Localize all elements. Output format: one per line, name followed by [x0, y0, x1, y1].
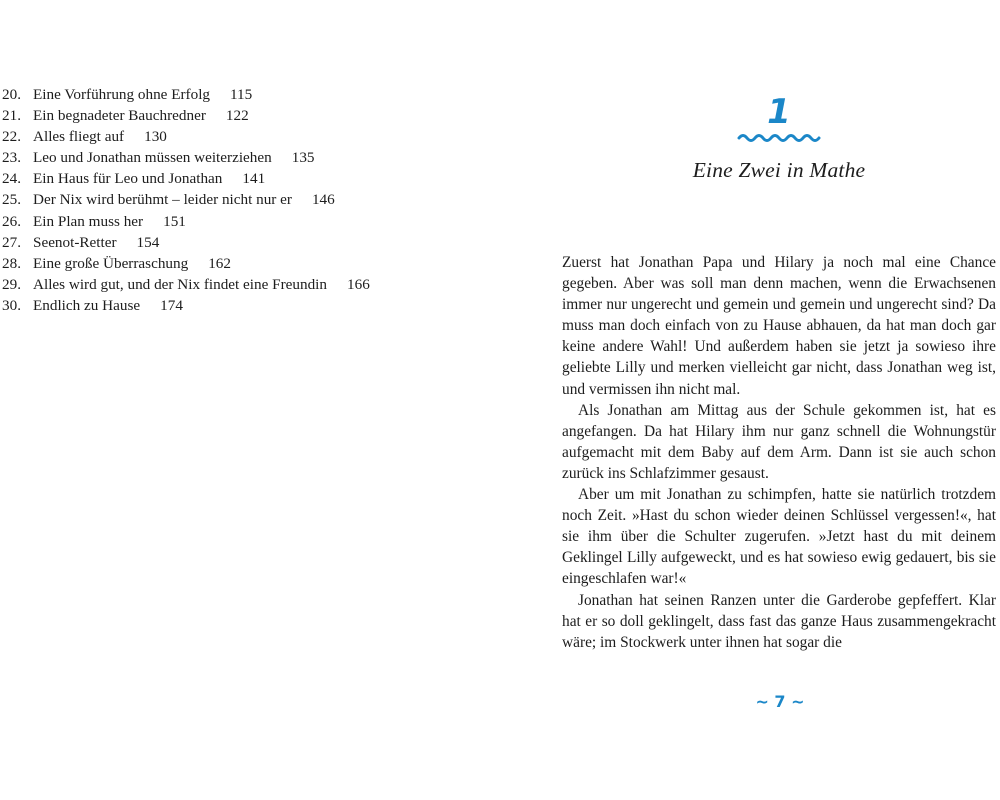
toc-entry	[2, 211, 472, 232]
toc-entry-title: Alles wird gut, und der Nix findet eine Freundin	[33, 275, 327, 293]
chapter-heading	[562, 92, 996, 184]
chapter-number: 1	[767, 92, 791, 132]
toc-entry-number: 29.	[2, 275, 21, 293]
toc-entry-number: 22.	[2, 128, 21, 146]
toc-entry	[2, 274, 472, 295]
toc-entry-page: 162	[208, 254, 231, 272]
toc-entry-number: 27.	[2, 233, 21, 251]
toc-entry-title: Alles fliegt auf	[33, 128, 125, 146]
toc-entry-number: 26.	[2, 212, 21, 230]
toc-entry-page: 115	[230, 86, 253, 103]
toc-entry	[2, 232, 472, 253]
toc-entry-title: Ein Plan muss her	[33, 212, 144, 230]
toc-entry-title: Eine große Überraschung	[33, 254, 189, 272]
toc-entry-title: Der Nix wird berühmt – leider nicht nur er	[33, 191, 292, 209]
toc-entry-title: Seenot-Retter	[33, 233, 117, 251]
toc-entry-title: Ein Haus für Leo und Jonathan	[33, 170, 223, 188]
toc-entry-number: 23.	[2, 149, 21, 167]
toc-entry	[2, 295, 472, 316]
toc-entry-number: 21.	[2, 107, 21, 125]
toc-entry-title: Endlich zu Hause	[33, 296, 141, 314]
toc-entry-page: 122	[225, 107, 249, 125]
body-paragraph: Aber um mit Jonathan zu schimpfen, hatte sie natürlich trotzdem noch Zeit. »Hast du schon wieder deinen Schlüssel vergessen!«, hat sie ihm über die Schulter zugerufen. »Jetzt hast du mit deinem Geklingel Lilly aufgeweckt, und es hat sowieso ewig gedauert, bis sie eingeschlafen war!«	[562, 486, 996, 588]
toc-entry-title: Eine Vorführung ohne Erfolg	[33, 86, 211, 103]
chapter-body	[562, 252, 996, 653]
body-paragraph: Als Jonathan am Mittag aus der Schule gekommen ist, hat es angefangen. Da hat Hilary ihm nur ganz schnell die Wohnungstür aufgemacht mit dem Baby auf dem Arm. Dann ist sie auch schon zurück ins Schlafzimmer gesaust.	[562, 401, 996, 482]
toc-entry-page: 166	[347, 275, 370, 293]
page-number: ~ 7 ~	[755, 692, 805, 711]
toc-entry	[2, 189, 472, 210]
chapter-title: Eine Zwei in Mathe	[692, 158, 866, 182]
toc-entry-page: 154	[136, 233, 160, 251]
toc-entry-page: 135	[291, 149, 315, 167]
toc-entry-page: 146	[311, 191, 335, 209]
body-paragraph: Zuerst hat Jonathan Papa und Hilary ja noch mal eine Chance gegeben. Aber was soll man denn machen, wenn die Erwachsenen immer nur ungerecht und gemein und gemein und ungerecht sind? Da muss man doch einfach von zu Hause abhauen, da hat man doch gar keine andere Wahl! Und außerdem haben sie jetzt ja sowieso ihre geliebte Lilly und merken vielleicht gar nicht, dass Jonathan weg ist, und vermissen ihn nicht mal.	[562, 254, 996, 398]
toc-entry-number: 24.	[2, 170, 21, 188]
toc-entry-number: 30.	[2, 296, 21, 314]
toc-entry	[2, 168, 472, 189]
table-of-contents	[2, 84, 472, 316]
toc-entry-title: Ein begnadeter Bauchredner	[33, 107, 206, 125]
toc-entry-number: 25.	[2, 191, 21, 209]
body-paragraph: Jonathan hat seinen Ranzen unter die Garderobe gepfeffert. Klar hat er so doll geklingelt, dass fast das ganze Haus zusammengekracht wäre; im Stockwerk unter ihnen hat sogar die	[562, 591, 996, 651]
toc-entry	[2, 147, 472, 168]
toc-entry	[2, 253, 472, 274]
toc-entry-page: 174	[160, 296, 183, 314]
toc-entry-page: 130	[144, 128, 167, 146]
toc-entry	[2, 84, 472, 105]
toc-entry	[2, 105, 472, 126]
wave-ornament-icon	[737, 132, 821, 142]
toc-entry-number: 20.	[2, 86, 21, 103]
toc-entry	[2, 126, 472, 147]
toc-entry-title: Leo und Jonathan müssen weiterziehen	[33, 149, 272, 167]
toc-entry-page: 151	[163, 212, 186, 230]
toc-entry-page: 141	[242, 170, 266, 188]
toc-entry-number: 28.	[2, 254, 21, 272]
